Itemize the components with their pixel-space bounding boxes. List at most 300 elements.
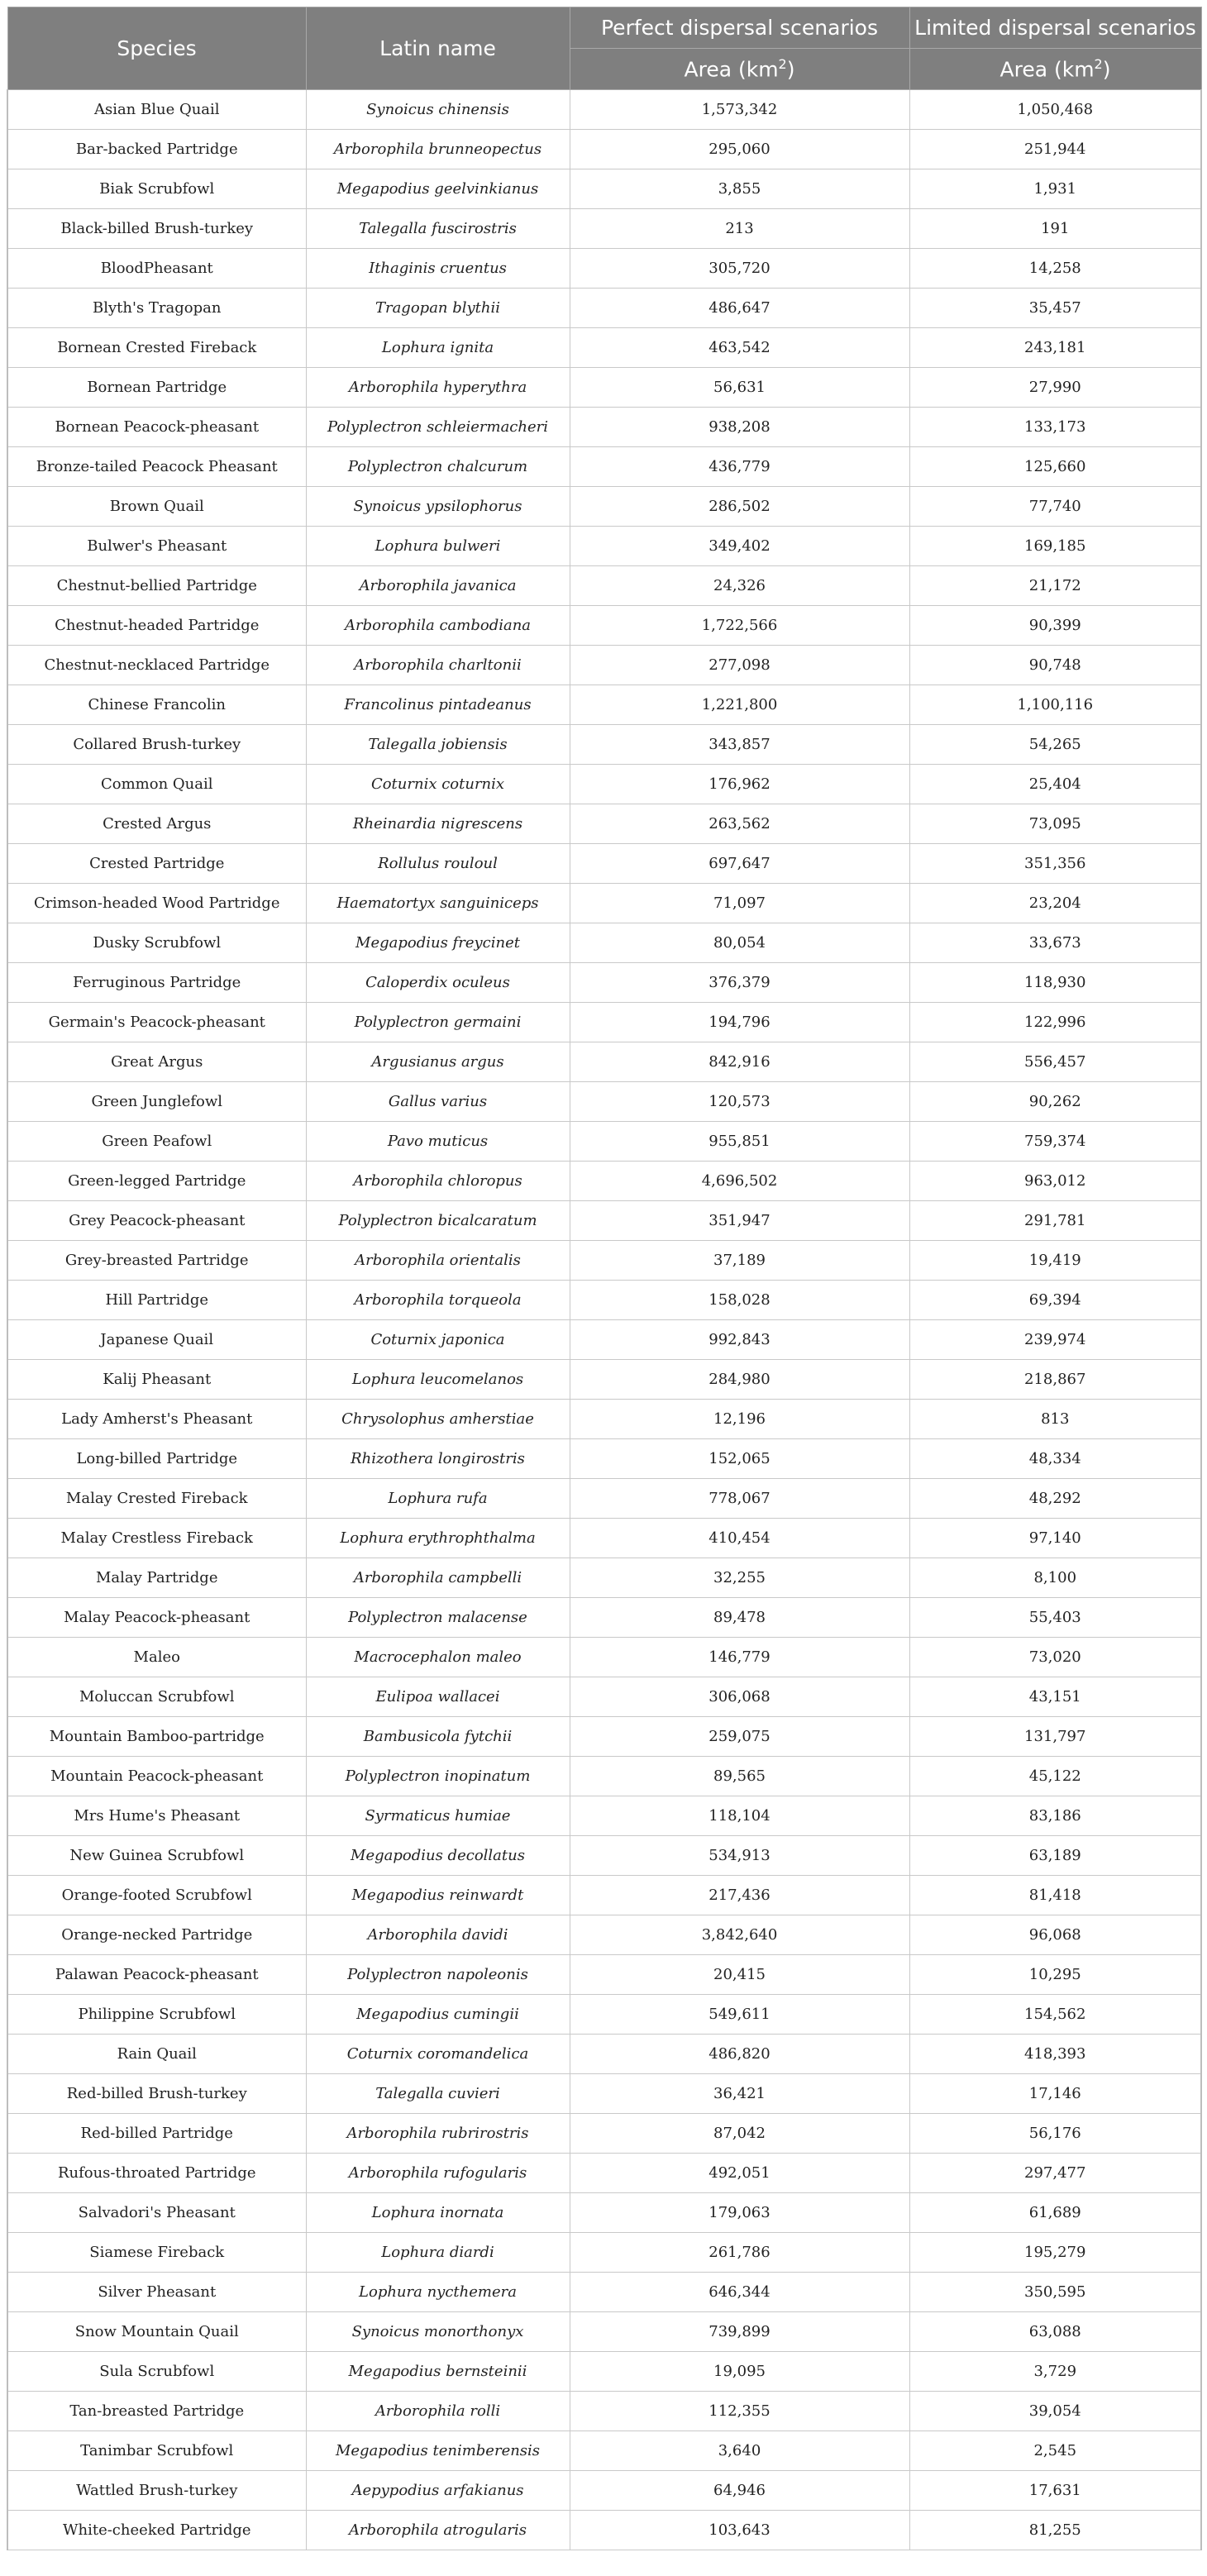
latin-name-cell: Lophura diardi [306,2233,570,2273]
species-cell: Black-billed Brush-turkey [7,209,306,249]
table-row [7,923,1201,963]
table-row [7,1082,1201,1122]
species-cell: Rain Quail [7,2035,306,2074]
limited-area-cell: 118,930 [909,963,1201,1003]
perfect-area-cell: 1,221,800 [570,685,909,725]
perfect-area-cell: 306,068 [570,1677,909,1717]
table-row [7,487,1201,527]
latin-name-cell: Lophura inornata [306,2193,570,2233]
table-row [7,725,1201,765]
latin-name-cell: Francolinus pintadeanus [306,685,570,725]
species-cell: New Guinea Scrubfowl [7,1836,306,1876]
table-row [7,884,1201,923]
latin-name-cell: Lophura ignita [306,328,570,368]
perfect-area-cell: 486,647 [570,289,909,328]
table-row [7,2154,1201,2193]
limited-area-cell: 218,867 [909,1360,1201,1400]
table-row [7,2273,1201,2312]
species-cell: Salvadori's Pheasant [7,2193,306,2233]
species-area-table [7,7,1202,2550]
limited-area-cell: 297,477 [909,2154,1201,2193]
table-row [7,646,1201,685]
limited-area-cell: 759,374 [909,1122,1201,1162]
species-cell: Sula Scrubfowl [7,2352,306,2392]
table-row [7,2035,1201,2074]
table-row [7,289,1201,328]
species-cell: Brown Quail [7,487,306,527]
perfect-area-cell: 410,454 [570,1519,909,1558]
perfect-area-cell: 646,344 [570,2273,909,2312]
species-cell: Malay Crested Fireback [7,1479,306,1519]
perfect-area-cell: 56,631 [570,368,909,408]
latin-name-cell: Megapodius decollatus [306,1836,570,1876]
header-perfect-dispersal: Perfect dispersal scenarios [570,7,909,49]
perfect-area-cell: 158,028 [570,1281,909,1320]
limited-area-cell: 8,100 [909,1558,1201,1598]
table-row [7,1241,1201,1281]
table-row [7,2312,1201,2352]
species-cell: Blyth's Tragopan [7,289,306,328]
table-row [7,1677,1201,1717]
limited-area-cell: 154,562 [909,1995,1201,2035]
species-cell: Siamese Fireback [7,2233,306,2273]
limited-area-cell: 556,457 [909,1042,1201,1082]
limited-area-cell: 81,418 [909,1876,1201,1915]
species-cell: Palawan Peacock-pheasant [7,1955,306,1995]
table-row [7,844,1201,884]
perfect-area-cell: 842,916 [570,1042,909,1082]
table-row [7,2392,1201,2431]
latin-name-cell: Talegalla cuvieri [306,2074,570,2114]
table-row [7,2233,1201,2273]
limited-area-cell: 43,151 [909,1677,1201,1717]
table-row [7,2074,1201,2114]
perfect-area-cell: 152,065 [570,1439,909,1479]
limited-area-cell: 195,279 [909,2233,1201,2273]
limited-area-cell: 90,399 [909,606,1201,646]
species-cell: Hill Partridge [7,1281,306,1320]
perfect-area-cell: 955,851 [570,1122,909,1162]
area-superscript: 2 [1094,56,1103,73]
species-cell: Biak Scrubfowl [7,169,306,209]
perfect-area-cell: 1,722,566 [570,606,909,646]
limited-area-cell: 39,054 [909,2392,1201,2431]
species-cell: BloodPheasant [7,249,306,289]
species-cell: Bulwer's Pheasant [7,527,306,566]
latin-name-cell: Megapodius freycinet [306,923,570,963]
table-row [7,1122,1201,1162]
table-header [7,7,1201,90]
limited-area-cell: 45,122 [909,1757,1201,1796]
limited-area-cell: 73,020 [909,1638,1201,1677]
latin-name-cell: Gallus varius [306,1082,570,1122]
latin-name-cell: Lophura rufa [306,1479,570,1519]
table-row [7,2431,1201,2471]
table-row [7,1281,1201,1320]
table-row [7,1558,1201,1598]
limited-area-cell: 55,403 [909,1598,1201,1638]
limited-area-cell: 97,140 [909,1519,1201,1558]
perfect-area-cell: 697,647 [570,844,909,884]
limited-area-cell: 81,255 [909,2511,1201,2550]
species-cell: Crimson-headed Wood Partridge [7,884,306,923]
table-body [7,90,1201,2550]
table-row [7,1479,1201,1519]
table-row [7,1519,1201,1558]
perfect-area-cell: 938,208 [570,408,909,447]
table-row [7,1836,1201,1876]
perfect-area-cell: 463,542 [570,328,909,368]
species-cell: Bronze-tailed Peacock Pheasant [7,447,306,487]
latin-name-cell: Polyplectron schleiermacheri [306,408,570,447]
species-cell: Collared Brush-turkey [7,725,306,765]
table-row [7,249,1201,289]
species-cell: Chestnut-headed Partridge [7,606,306,646]
latin-name-cell: Lophura leucomelanos [306,1360,570,1400]
species-cell: Green Peafowl [7,1122,306,1162]
table-row [7,1400,1201,1439]
perfect-area-cell: 176,962 [570,765,909,804]
perfect-area-cell: 20,415 [570,1955,909,1995]
species-cell: Japanese Quail [7,1320,306,1360]
limited-area-cell: 243,181 [909,328,1201,368]
limited-area-cell: 61,689 [909,2193,1201,2233]
perfect-area-cell: 343,857 [570,725,909,765]
perfect-area-cell: 71,097 [570,884,909,923]
limited-area-cell: 131,797 [909,1717,1201,1757]
species-cell: Tan-breasted Partridge [7,2392,306,2431]
limited-area-cell: 69,394 [909,1281,1201,1320]
limited-area-cell: 17,631 [909,2471,1201,2511]
latin-name-cell: Megapodius tenimberensis [306,2431,570,2471]
limited-area-cell: 77,740 [909,487,1201,527]
latin-name-cell: Coturnix coromandelica [306,2035,570,2074]
perfect-area-cell: 89,478 [570,1598,909,1638]
latin-name-cell: Synoicus ypsilophorus [306,487,570,527]
latin-name-cell: Arborophila charltonii [306,646,570,685]
latin-name-cell: Megapodius reinwardt [306,1876,570,1915]
species-cell: Wattled Brush-turkey [7,2471,306,2511]
latin-name-cell: Arborophila campbelli [306,1558,570,1598]
latin-name-cell: Polyplectron bicalcaratum [306,1201,570,1241]
limited-area-cell: 19,419 [909,1241,1201,1281]
latin-name-cell: Arborophila rubrirostris [306,2114,570,2154]
limited-area-cell: 813 [909,1400,1201,1439]
limited-area-cell: 1,050,468 [909,90,1201,130]
perfect-area-cell: 146,779 [570,1638,909,1677]
table-row [7,1638,1201,1677]
limited-area-cell: 56,176 [909,2114,1201,2154]
limited-area-cell: 33,673 [909,923,1201,963]
species-cell: Red-billed Brush-turkey [7,2074,306,2114]
table-container [7,7,1200,2550]
perfect-area-cell: 349,402 [570,527,909,566]
limited-area-cell: 73,095 [909,804,1201,844]
latin-name-cell: Synoicus chinensis [306,90,570,130]
table-row [7,1598,1201,1638]
species-cell: Orange-necked Partridge [7,1915,306,1955]
limited-area-cell: 122,996 [909,1003,1201,1042]
species-cell: Chinese Francolin [7,685,306,725]
limited-area-cell: 35,457 [909,289,1201,328]
table-row [7,2114,1201,2154]
limited-area-cell: 191 [909,209,1201,249]
area-suffix: ) [786,57,795,82]
perfect-area-cell: 992,843 [570,1320,909,1360]
perfect-area-cell: 217,436 [570,1876,909,1915]
perfect-area-cell: 261,786 [570,2233,909,2273]
table-row [7,1876,1201,1915]
latin-name-cell: Megapodius bernsteinii [306,2352,570,2392]
species-cell: Red-billed Partridge [7,2114,306,2154]
perfect-area-cell: 305,720 [570,249,909,289]
latin-name-cell: Syrmaticus humiae [306,1796,570,1836]
species-cell: Rufous-throated Partridge [7,2154,306,2193]
species-cell: Orange-footed Scrubfowl [7,1876,306,1915]
table-row [7,1757,1201,1796]
table-row [7,408,1201,447]
latin-name-cell: Polyplectron inopinatum [306,1757,570,1796]
species-cell: Bornean Crested Fireback [7,328,306,368]
limited-area-cell: 133,173 [909,408,1201,447]
limited-area-cell: 14,258 [909,249,1201,289]
perfect-area-cell: 12,196 [570,1400,909,1439]
latin-name-cell: Bambusicola fytchii [306,1717,570,1757]
latin-name-cell: Haematortyx sanguiniceps [306,884,570,923]
table-row [7,90,1201,130]
table-row [7,606,1201,646]
species-cell: Bar-backed Partridge [7,130,306,169]
perfect-area-cell: 32,255 [570,1558,909,1598]
species-cell: Chestnut-necklaced Partridge [7,646,306,685]
latin-name-cell: Arborophila rolli [306,2392,570,2431]
header-latin-name: Latin name [306,7,570,90]
perfect-area-cell: 36,421 [570,2074,909,2114]
latin-name-cell: Arborophila rufogularis [306,2154,570,2193]
perfect-area-cell: 778,067 [570,1479,909,1519]
latin-name-cell: Lophura erythrophthalma [306,1519,570,1558]
perfect-area-cell: 3,842,640 [570,1915,909,1955]
species-cell: Lady Amherst's Pheasant [7,1400,306,1439]
perfect-area-cell: 120,573 [570,1082,909,1122]
perfect-area-cell: 3,640 [570,2431,909,2471]
perfect-area-cell: 286,502 [570,487,909,527]
latin-name-cell: Aepypodius arfakianus [306,2471,570,2511]
latin-name-cell: Polyplectron malacense [306,1598,570,1638]
limited-area-cell: 48,292 [909,1479,1201,1519]
table-row [7,804,1201,844]
perfect-area-cell: 492,051 [570,2154,909,2193]
limited-area-cell: 10,295 [909,1955,1201,1995]
species-cell: Crested Partridge [7,844,306,884]
latin-name-cell: Arborophila javanica [306,566,570,606]
limited-area-cell: 251,944 [909,130,1201,169]
latin-name-cell: Megapodius geelvinkianus [306,169,570,209]
species-cell: Germain's Peacock-pheasant [7,1003,306,1042]
perfect-area-cell: 4,696,502 [570,1162,909,1201]
species-cell: Mrs Hume's Pheasant [7,1796,306,1836]
species-cell: Green-legged Partridge [7,1162,306,1201]
perfect-area-cell: 739,899 [570,2312,909,2352]
header-limited-dispersal: Limited dispersal scenarios [909,7,1201,49]
species-cell: Crested Argus [7,804,306,844]
perfect-area-cell: 376,379 [570,963,909,1003]
table-row [7,1320,1201,1360]
table-row [7,1201,1201,1241]
table-row [7,1162,1201,1201]
perfect-area-cell: 64,946 [570,2471,909,2511]
latin-name-cell: Argusianus argus [306,1042,570,1082]
species-cell: Moluccan Scrubfowl [7,1677,306,1717]
table-row [7,685,1201,725]
perfect-area-cell: 213 [570,209,909,249]
latin-name-cell: Macrocephalon maleo [306,1638,570,1677]
limited-area-cell: 25,404 [909,765,1201,804]
latin-name-cell: Ithaginis cruentus [306,249,570,289]
species-cell: Snow Mountain Quail [7,2312,306,2352]
limited-area-cell: 54,265 [909,725,1201,765]
species-cell: Philippine Scrubfowl [7,1995,306,2035]
table-row [7,1796,1201,1836]
latin-name-cell: Arborophila atrogularis [306,2511,570,2550]
limited-area-cell: 963,012 [909,1162,1201,1201]
limited-area-cell: 169,185 [909,527,1201,566]
limited-area-cell: 96,068 [909,1915,1201,1955]
table-row [7,1439,1201,1479]
limited-area-cell: 83,186 [909,1796,1201,1836]
table-row [7,1995,1201,2035]
species-cell: Long-billed Partridge [7,1439,306,1479]
species-cell: Grey Peacock-pheasant [7,1201,306,1241]
perfect-area-cell: 24,326 [570,566,909,606]
table-row [7,566,1201,606]
perfect-area-cell: 89,565 [570,1757,909,1796]
species-cell: Green Junglefowl [7,1082,306,1122]
latin-name-cell: Coturnix japonica [306,1320,570,1360]
limited-area-cell: 418,393 [909,2035,1201,2074]
species-cell: White-cheeked Partridge [7,2511,306,2550]
perfect-area-cell: 436,779 [570,447,909,487]
species-cell: Dusky Scrubfowl [7,923,306,963]
species-cell: Bornean Peacock-pheasant [7,408,306,447]
species-cell: Tanimbar Scrubfowl [7,2431,306,2471]
species-cell: Chestnut-bellied Partridge [7,566,306,606]
limited-area-cell: 3,729 [909,2352,1201,2392]
table-row [7,2511,1201,2550]
perfect-area-cell: 351,947 [570,1201,909,1241]
perfect-area-cell: 80,054 [570,923,909,963]
table-row [7,1717,1201,1757]
latin-name-cell: Polyplectron chalcurum [306,447,570,487]
latin-name-cell: Arborophila chloropus [306,1162,570,1201]
species-cell: Kalij Pheasant [7,1360,306,1400]
limited-area-cell: 63,189 [909,1836,1201,1876]
latin-name-cell: Rheinardia nigrescens [306,804,570,844]
limited-area-cell: 27,990 [909,368,1201,408]
table-row [7,527,1201,566]
latin-name-cell: Arborophila davidi [306,1915,570,1955]
perfect-area-cell: 549,611 [570,1995,909,2035]
perfect-area-cell: 1,573,342 [570,90,909,130]
latin-name-cell: Megapodius cumingii [306,1995,570,2035]
limited-area-cell: 239,974 [909,1320,1201,1360]
table-row [7,1915,1201,1955]
latin-name-cell: Arborophila orientalis [306,1241,570,1281]
latin-name-cell: Tragopan blythii [306,289,570,328]
species-cell: Ferruginous Partridge [7,963,306,1003]
species-cell: Malay Peacock-pheasant [7,1598,306,1638]
limited-area-cell: 90,748 [909,646,1201,685]
table-row [7,1955,1201,1995]
perfect-area-cell: 118,104 [570,1796,909,1836]
table-row [7,1360,1201,1400]
table-row [7,963,1201,1003]
perfect-area-cell: 263,562 [570,804,909,844]
limited-area-cell: 23,204 [909,884,1201,923]
limited-area-cell: 21,172 [909,566,1201,606]
species-cell: Bornean Partridge [7,368,306,408]
table-row [7,2471,1201,2511]
limited-area-cell: 2,545 [909,2431,1201,2471]
perfect-area-cell: 277,098 [570,646,909,685]
perfect-area-cell: 103,643 [570,2511,909,2550]
limited-area-cell: 63,088 [909,2312,1201,2352]
latin-name-cell: Caloperdix oculeus [306,963,570,1003]
latin-name-cell: Arborophila cambodiana [306,606,570,646]
species-cell: Maleo [7,1638,306,1677]
perfect-area-cell: 486,820 [570,2035,909,2074]
latin-name-cell: Arborophila hyperythra [306,368,570,408]
latin-name-cell: Talegalla jobiensis [306,725,570,765]
latin-name-cell: Chrysolophus amherstiae [306,1400,570,1439]
table-row [7,328,1201,368]
limited-area-cell: 1,931 [909,169,1201,209]
limited-area-cell: 48,334 [909,1439,1201,1479]
perfect-area-cell: 179,063 [570,2193,909,2233]
latin-name-cell: Lophura nycthemera [306,2273,570,2312]
latin-name-cell: Pavo muticus [306,1122,570,1162]
area-prefix: Area (km [999,57,1095,82]
perfect-area-cell: 3,855 [570,169,909,209]
latin-name-cell: Eulipoa wallacei [306,1677,570,1717]
limited-area-cell: 350,595 [909,2273,1201,2312]
limited-area-cell: 17,146 [909,2074,1201,2114]
latin-name-cell: Synoicus monorthonyx [306,2312,570,2352]
table-row [7,368,1201,408]
latin-name-cell: Polyplectron germaini [306,1003,570,1042]
latin-name-cell: Polyplectron napoleonis [306,1955,570,1995]
area-superscript: 2 [778,56,787,73]
perfect-area-cell: 534,913 [570,1836,909,1876]
limited-area-cell: 291,781 [909,1201,1201,1241]
limited-area-cell: 1,100,116 [909,685,1201,725]
perfect-area-cell: 194,796 [570,1003,909,1042]
header-perfect-area [570,49,909,90]
table-row [7,765,1201,804]
latin-name-cell: Coturnix coturnix [306,765,570,804]
species-cell: Asian Blue Quail [7,90,306,130]
limited-area-cell: 125,660 [909,447,1201,487]
table-row [7,2352,1201,2392]
latin-name-cell: Lophura bulweri [306,527,570,566]
perfect-area-cell: 284,980 [570,1360,909,1400]
table-row [7,1003,1201,1042]
species-cell: Common Quail [7,765,306,804]
table-row [7,447,1201,487]
species-cell: Malay Partridge [7,1558,306,1598]
perfect-area-cell: 295,060 [570,130,909,169]
species-cell: Silver Pheasant [7,2273,306,2312]
